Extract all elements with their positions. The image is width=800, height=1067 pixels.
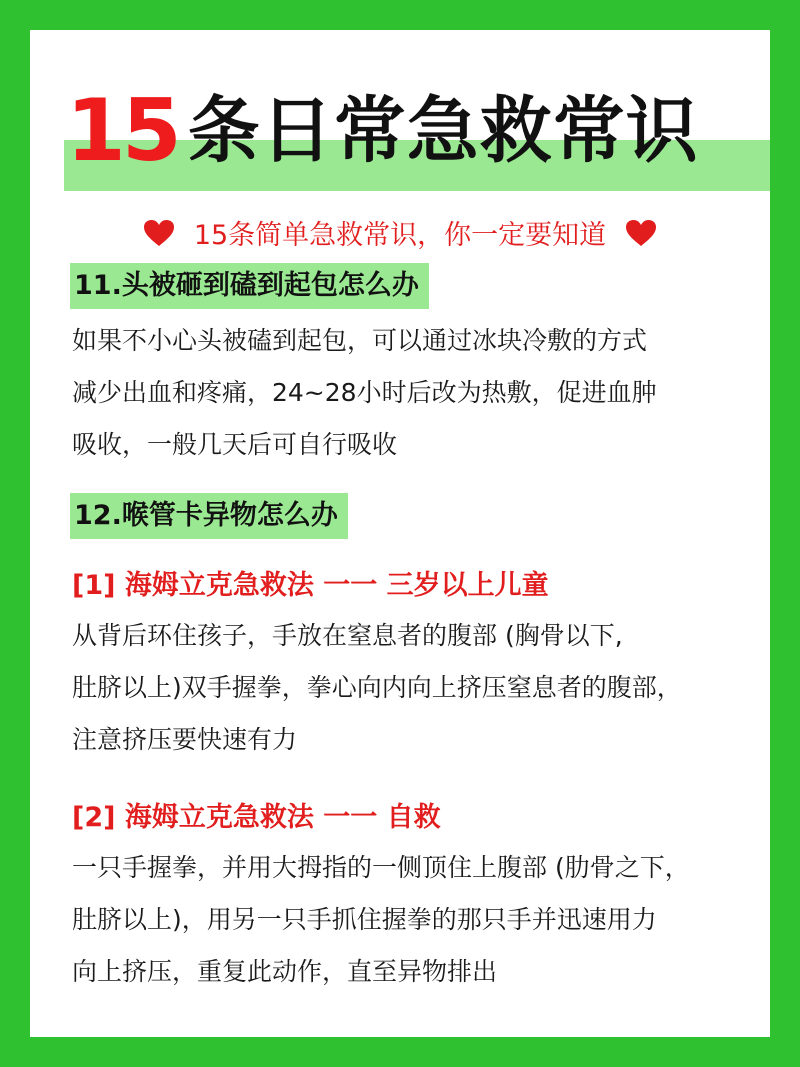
subtitle bbox=[30, 213, 770, 252]
heart-icon bbox=[143, 219, 175, 247]
heart-icon bbox=[625, 219, 657, 247]
section-11-body bbox=[72, 315, 762, 471]
title-number: 15 bbox=[66, 80, 178, 181]
section-heading-12: 12.喉管卡异物怎么办 bbox=[70, 493, 348, 539]
content-card bbox=[30, 30, 770, 1037]
body-line: 如果不小心头被磕到起包，可以通过冰块冷敷的方式 bbox=[72, 326, 648, 355]
section-heading-11: 11.头被砸到磕到起包怎么办 bbox=[70, 263, 429, 309]
body-line: 肚脐以上)双手握拳，拳心向内向上挤压窒息者的腹部， bbox=[72, 673, 682, 702]
title-text: 条日常急救常识 bbox=[187, 88, 699, 173]
body-line: 从背后环住孩子，手放在窒息者的腹部 (胸骨以下, bbox=[72, 621, 623, 650]
body-line: 注意挤压要快速有力 bbox=[72, 725, 298, 754]
method-1-body bbox=[72, 610, 762, 766]
body-line: 吸收，一般几天后可自行吸收 bbox=[72, 430, 398, 459]
body-line: 肚脐以上)，用另一只手抓住握拳的那只手并迅速用力 bbox=[72, 905, 657, 934]
method-2-body bbox=[72, 842, 762, 998]
method-heading-1: [1] 海姆立克急救法 一一 三岁以上儿童 bbox=[72, 570, 549, 601]
subtitle-text: 15条简单急救常识，你一定要知道 bbox=[193, 220, 607, 251]
body-line: 一只手握拳，并用大拇指的一侧顶住上腹部 (肋骨之下， bbox=[72, 853, 690, 882]
body-line: 减少出血和疼痛，24~28小时后改为热敷，促进血肿 bbox=[72, 378, 657, 407]
method-heading-2: [2] 海姆立克急救法 一一 自救 bbox=[72, 802, 441, 833]
body-line: 向上挤压，重复此动作，直至异物排出 bbox=[72, 957, 498, 986]
page-title bbox=[66, 80, 699, 180]
